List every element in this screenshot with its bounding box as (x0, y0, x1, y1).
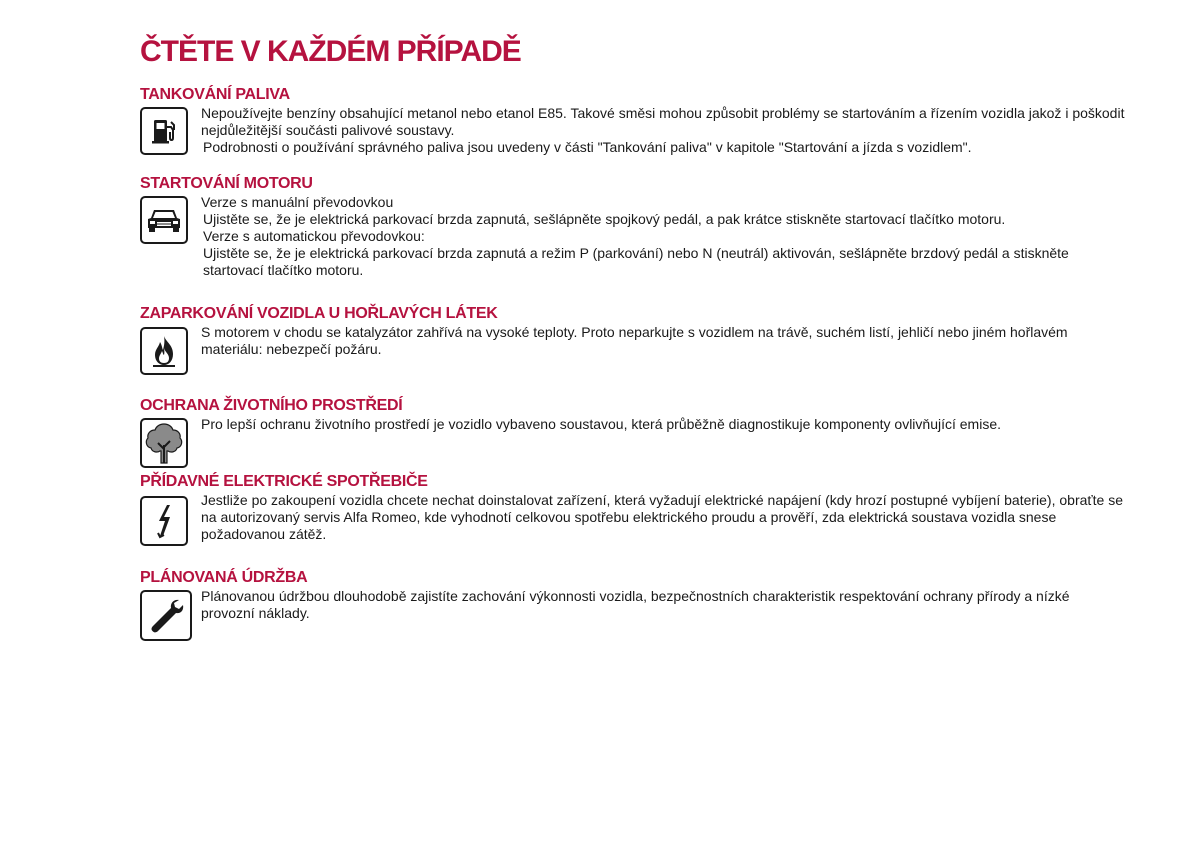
paragraph: Verze s manuální převodovkou (201, 194, 394, 210)
section-text (201, 492, 1130, 543)
section-maintenance (140, 568, 1130, 622)
page-title: ČTĚTE V KAŽDÉM PŘÍPADĚ (140, 35, 521, 68)
section-engine-start (140, 174, 1130, 279)
section-text (201, 416, 1130, 433)
flame-icon (140, 327, 188, 375)
paragraph: Jestliže po zakoupení vozidla chcete nechat doinstalovat zařízení, která vyžadují elektrické napájení (kdy hrozí postupné vybíjení baterie), obraťte se na autorizovaný servis Alfa Romeo, kde vyhodnotí celkovou spotřebu elektrického proudu a prověří, zda elektrická soustava vozidla snese požadovanou zátěž. (201, 492, 1123, 542)
section-title: PLÁNOVANÁ ÚDRŽBA (140, 569, 308, 586)
paragraph: Podrobnosti o používání správného paliva jsou uvedeny v části "Tankování paliva" v kapitole "Startování a jízda s vozidlem". (203, 139, 972, 155)
section-text (201, 105, 1130, 156)
section-title: PŘÍDAVNÉ ELEKTRICKÉ SPOTŘEBIČE (140, 473, 428, 490)
section-title: OCHRANA ŽIVOTNÍHO PROSTŘEDÍ (140, 397, 403, 414)
section-text (201, 324, 1130, 358)
section-title: TANKOVÁNÍ PALIVA (140, 86, 290, 103)
tree-icon (140, 418, 188, 468)
paragraph: Verze s automatickou převodovkou: (203, 228, 425, 244)
paragraph: Ujistěte se, že je elektrická parkovací brzda zapnutá, sešlápněte spojkový pedál, a pak krátce stiskněte startovací tlačítko motoru. (203, 211, 1006, 227)
section-title: STARTOVÁNÍ MOTORU (140, 175, 313, 192)
section-title: ZAPARKOVÁNÍ VOZIDLA U HOŘLAVÝCH LÁTEK (140, 305, 498, 322)
paragraph: Pro lepší ochranu životního prostředí je vozidlo vybaveno soustavou, která průběžně diagnostikuje komponenty ovlivňující emise. (201, 416, 1002, 432)
section-text (201, 194, 1130, 279)
car-icon (140, 196, 188, 244)
paragraph: Ujistěte se, že je elektrická parkovací brzda zapnutá a režim P (parkování) nebo N (neutrál) aktivován, sešlápněte brzdový pedál a stiskněte startovací tlačítko motoru. (203, 245, 1069, 278)
section-fuel (140, 85, 1130, 156)
lightning-bolt-icon (140, 496, 188, 546)
paragraph: Nepoužívejte benzíny obsahující metanol nebo etanol E85. Takové směsi mohou způsobit problémy se startováním a řízením vozidla jakož i poškodit nejdůležitější součásti palivové soustavy. (201, 105, 1125, 138)
paragraph: Plánovanou údržbou dlouhodobě zajistíte zachování výkonnosti vozidla, bezpečnostních charakteristik respektování ochrany přírody a nízké provozní náklady. (201, 588, 1070, 621)
section-flammable-parking (140, 304, 1130, 358)
section-electrical-devices (140, 472, 1130, 543)
wrench-icon (140, 590, 192, 641)
paragraph: S motorem v chodu se katalyzátor zahřívá na vysoké teploty. Proto neparkujte s vozidlem na trávě, suchém listí, jehličí nebo jiném hořlavém materiálu: nebezpečí požáru. (201, 324, 1068, 357)
fuel-pump-icon (140, 107, 188, 155)
section-environment (140, 396, 1130, 433)
section-text (201, 588, 1130, 622)
